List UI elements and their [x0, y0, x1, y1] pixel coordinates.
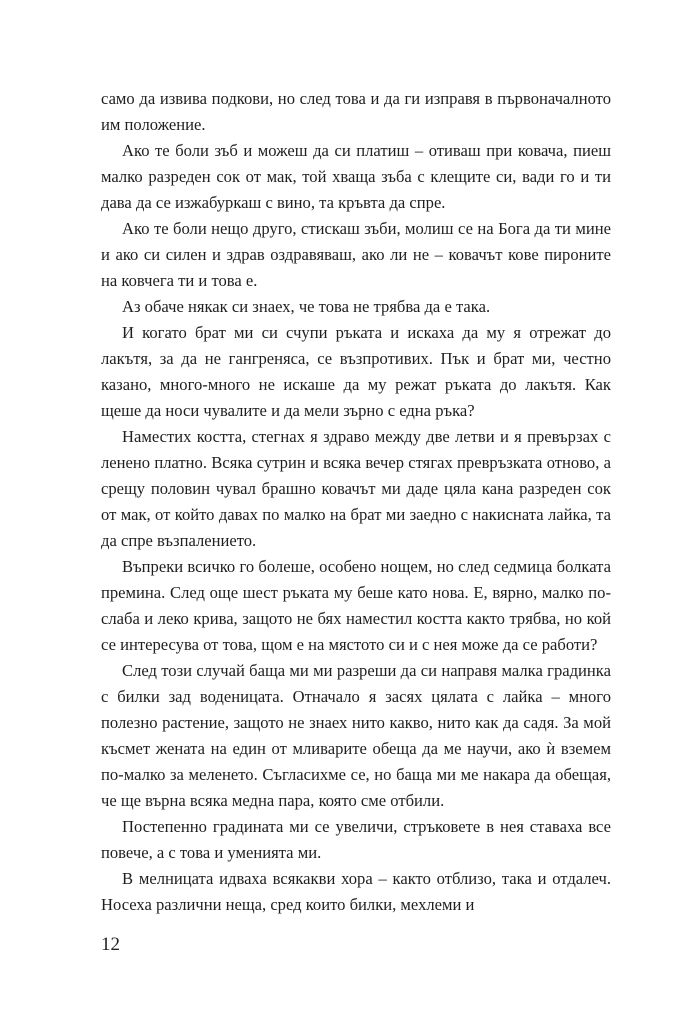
- paragraph-last: В мелницата идваха всякакви хора – както отблизо, така и отдалеч. Носеха различни неща, сред които билки, мехлеми и: [101, 869, 611, 914]
- body-text: [101, 86, 611, 918]
- page-number: 12: [101, 934, 120, 955]
- paragraph: Ако те боли нещо друго, стискаш зъби, молиш се на Бога да ти мине и ако си силен и здрав оздравяваш, ако ли не – ковачът кове пироните на ковчега ти и това е.: [101, 219, 611, 290]
- paragraph: Постепенно градината ми се увеличи, стръковете в нея ставаха все повече, а с това и уменията ми.: [101, 817, 611, 862]
- paragraph: Въпреки всичко го болеше, особено нощем, но след седмица болката премина. След още шест ръката му беше като нова. Е, вярно, малко по-слаба и леко крива, защото не бях наместил костта както трябва, но кой се интересува от това, щом е на мястото си и с нея може да се работи?: [101, 557, 611, 654]
- paragraph-continued: само да извива подкови, но след това и да ги изправя в първоначалното им положение.: [101, 89, 611, 134]
- paragraph: Аз обаче някак си знаех, че това не трябва да е така.: [122, 297, 491, 316]
- paragraph: И когато брат ми си счупи ръката и искаха да му я отрежат до лакътя, за да не гангренясa, се възпротивих. Пък и брат ми, честно казано, много-много не искаше да му режат ръката до лакътя. Как щеше да носи чувалите и да мели зърно с една ръка?: [101, 323, 611, 420]
- paragraph: След този случай баща ми ми разреши да си направя малка градинка с билки зад воденицата. Отначало я засях цялата с лайка – много полезно растение, защото не знаех нито какво, нито как да садя. За мой късмет жената на един от мливарите обеща да ме научи, ако ѝ вземем по-малко за меленето. Съгласихме се, но баща ми ме накара да обещая, че ще върна всяка медна пара, която сме отбили.: [101, 661, 611, 810]
- paragraph: Ако те боли зъб и можеш да си платиш – отиваш при ковача, пиеш малко разреден сок от мак, той хваща зъба с клещите си, вади го и ти дава да се изжабуркаш с вино, та кръвта да спре.: [101, 141, 611, 212]
- paragraph: Наместих костта, стегнах я здраво между две летви и я превързах с ленено платно. Всяка сутрин и всяка вечер стягах превръзката отново, а срещу половин чувал брашно ковачът ми даде цяла кана разреден сок от мак, от който давах по малко на брат ми заедно с накисната лайка, та да спре възпалението.: [101, 427, 611, 550]
